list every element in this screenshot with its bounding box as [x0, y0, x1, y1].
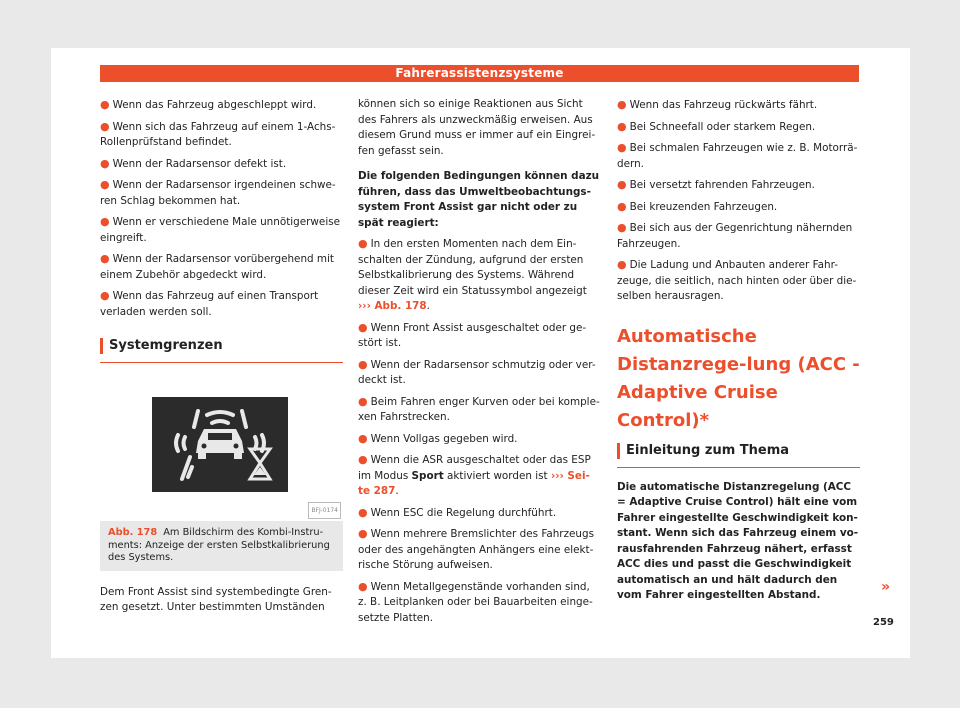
list-item: ● Wenn der Radarsensor defekt ist. — [100, 156, 287, 170]
bullet-icon: ● — [100, 215, 110, 228]
front-assist-status-icon — [152, 397, 288, 492]
bullet-icon: ● — [100, 98, 110, 111]
bullet-icon: ● — [358, 505, 368, 519]
bullet-icon: ● — [358, 357, 368, 371]
list-item: ● Wenn sich das Fahrzeug auf einem 1-Achs-Rollenprüfstand befindet. — [100, 119, 336, 148]
figure-code: BFJ-0174 — [308, 502, 341, 520]
bullet-icon: ● — [617, 258, 627, 271]
header-bar — [100, 65, 859, 82]
column-1 — [100, 97, 343, 621]
list-item: ● Beim Fahren enger Kurven oder bei komple-xen Fahrstrecken. — [358, 394, 600, 423]
bullet-icon: ● — [358, 579, 368, 593]
chapter-heading: Automatische Distanzrege-lung (ACC - Adaptive Cruise Control)* — [617, 325, 860, 431]
list-item: ● Wenn Vollgas gegeben wird. — [358, 431, 518, 445]
bullet-icon: ● — [617, 141, 627, 154]
bullet-icon: ● — [358, 431, 368, 445]
list-item: ● Bei schmalen Fahrzeugen wie z. B. Motorrä-dern. — [617, 141, 858, 170]
list-item: ● In den ersten Momenten nach dem Ein-schalten der Zündung, aufgrund der ersten Selbstkalibrierung des Systems. Während dieser Zeit wird ein Statussymbol angezeigt ››› Abb. 178. — [358, 237, 587, 312]
bullet-icon: ● — [358, 453, 368, 466]
page-number: 259 — [873, 617, 894, 628]
manual-page — [51, 48, 910, 658]
list-item: ● Wenn mehrere Bremslichter des Fahrzeugs oder des angehängten Anhängers eine elekt-rische Störung aufweisen. — [358, 527, 595, 571]
list-item: ● Bei versetzt fahrenden Fahrzeugen. — [617, 178, 815, 191]
bullet-icon: ● — [617, 199, 627, 213]
column-3 — [617, 97, 860, 609]
list-item: ● Wenn das Fahrzeug auf einen Transport verladen werden soll. — [100, 289, 319, 318]
intro-paragraph: Die automatische Distanzregelung (ACC = Adaptive Cruise Control) hält eine vom Fahrer eingestellte Geschwindigkeit kon-stant. Wenn sich das Fahrzeug einem vo-rausfahrenden Fahrzeug nähert, erfasst ACC dies und passt die Geschwindigkeit automatisch an und hält dadurch den vom Fahrer eingestellten Abstand. — [617, 480, 859, 601]
bullet-icon: ● — [100, 252, 110, 265]
header-title: Fahrerassistenzsysteme — [395, 66, 564, 80]
paragraph: können sich so einige Reaktionen aus Sicht des Fahrers als unzweckmäßig erweisen. Aus diesem Grund muss er immer auf ein Eingrei-fen gefasst sein. — [358, 98, 596, 157]
cross-ref-link[interactable]: ››› Sei-te 287 — [358, 469, 590, 497]
heading-marker — [100, 338, 103, 354]
instrument-screen — [152, 397, 288, 492]
list-item: ● Wenn er verschiedene Male unnötigerweise eingreift. — [100, 215, 341, 244]
figure-178 — [100, 375, 343, 521]
list-item: ● Wenn ESC die Regelung durchführt. — [358, 505, 557, 519]
list-item: ● Bei sich aus der Gegenrichtung nähernden Fahrzeugen. — [617, 221, 853, 250]
bullet-icon: ● — [358, 237, 368, 250]
figure-ref: Abb. 178 — [108, 527, 158, 538]
section-heading: Systemgrenzen — [100, 336, 343, 356]
bullet-icon: ● — [358, 320, 368, 334]
bold-intro: Die folgenden Bedingungen können dazu führen, dass das Umweltbeobachtungs-system Front Assist gar nicht oder zu spät reagiert: — [358, 170, 600, 229]
divider — [617, 467, 860, 468]
list-item: ● Bei Schneefall oder starkem Regen. — [617, 119, 816, 133]
bullet-icon: ● — [358, 527, 368, 540]
bullet-icon: ● — [100, 178, 110, 191]
list-item: ● Bei kreuzenden Fahrzeugen. — [617, 199, 778, 213]
heading-marker — [617, 443, 620, 459]
list-item: ● Wenn das Fahrzeug rückwärts fährt. — [617, 98, 818, 111]
bullet-icon: ● — [617, 178, 627, 191]
bullet-icon: ● — [100, 156, 110, 170]
bullet-icon: ● — [617, 98, 627, 111]
bullet-icon: ● — [100, 289, 110, 302]
figure-caption: Abb. 178 Am Bildschirm des Kombi-Instru-ments: Anzeige der ersten Selbstkalibrierung des Systems. — [100, 521, 343, 571]
cross-ref-link[interactable]: ››› Abb. 178 — [358, 300, 427, 312]
list-item: ● Wenn der Radarsensor vorübergehend mit einem Zubehör abgedeckt wird. — [100, 252, 335, 281]
list-item: ● Wenn das Fahrzeug abgeschleppt wird. — [100, 98, 317, 111]
divider — [100, 362, 343, 363]
column-2 — [358, 97, 601, 631]
list-item: ● Die Ladung und Anbauten anderer Fahr-zeuge, die seitlich, nach hinten oder über die-selben herausragen. — [617, 258, 857, 302]
paragraph: Dem Front Assist sind systembedingte Gren-zen gesetzt. Unter bestimmten Umständen — [100, 585, 332, 613]
bullet-icon: ● — [100, 119, 110, 133]
bullet-icon: ● — [617, 119, 627, 133]
bullet-icon: ● — [617, 221, 627, 234]
bullet-icon: ● — [358, 394, 368, 408]
list-item: ● Wenn der Radarsensor irgendeinen schwe-ren Schlag bekommen hat. — [100, 178, 336, 207]
list-item: ● Wenn die ASR ausgeschaltet oder das ESP im Modus Sport aktiviert worden ist ››› Sei-te 287. — [358, 453, 591, 497]
sub-heading: Einleitung zum Thema — [617, 441, 860, 461]
list-item: ● Wenn der Radarsensor schmutzig oder ver-deckt ist. — [358, 357, 596, 386]
continue-icon: » — [881, 579, 891, 595]
list-item: ● Wenn Front Assist ausgeschaltet oder ge-stört ist. — [358, 320, 587, 349]
list-item: ● Wenn Metallgegenstände vorhanden sind, z. B. Leitplanken oder bei Bauarbeiten einge-setzte Platten. — [358, 579, 593, 624]
